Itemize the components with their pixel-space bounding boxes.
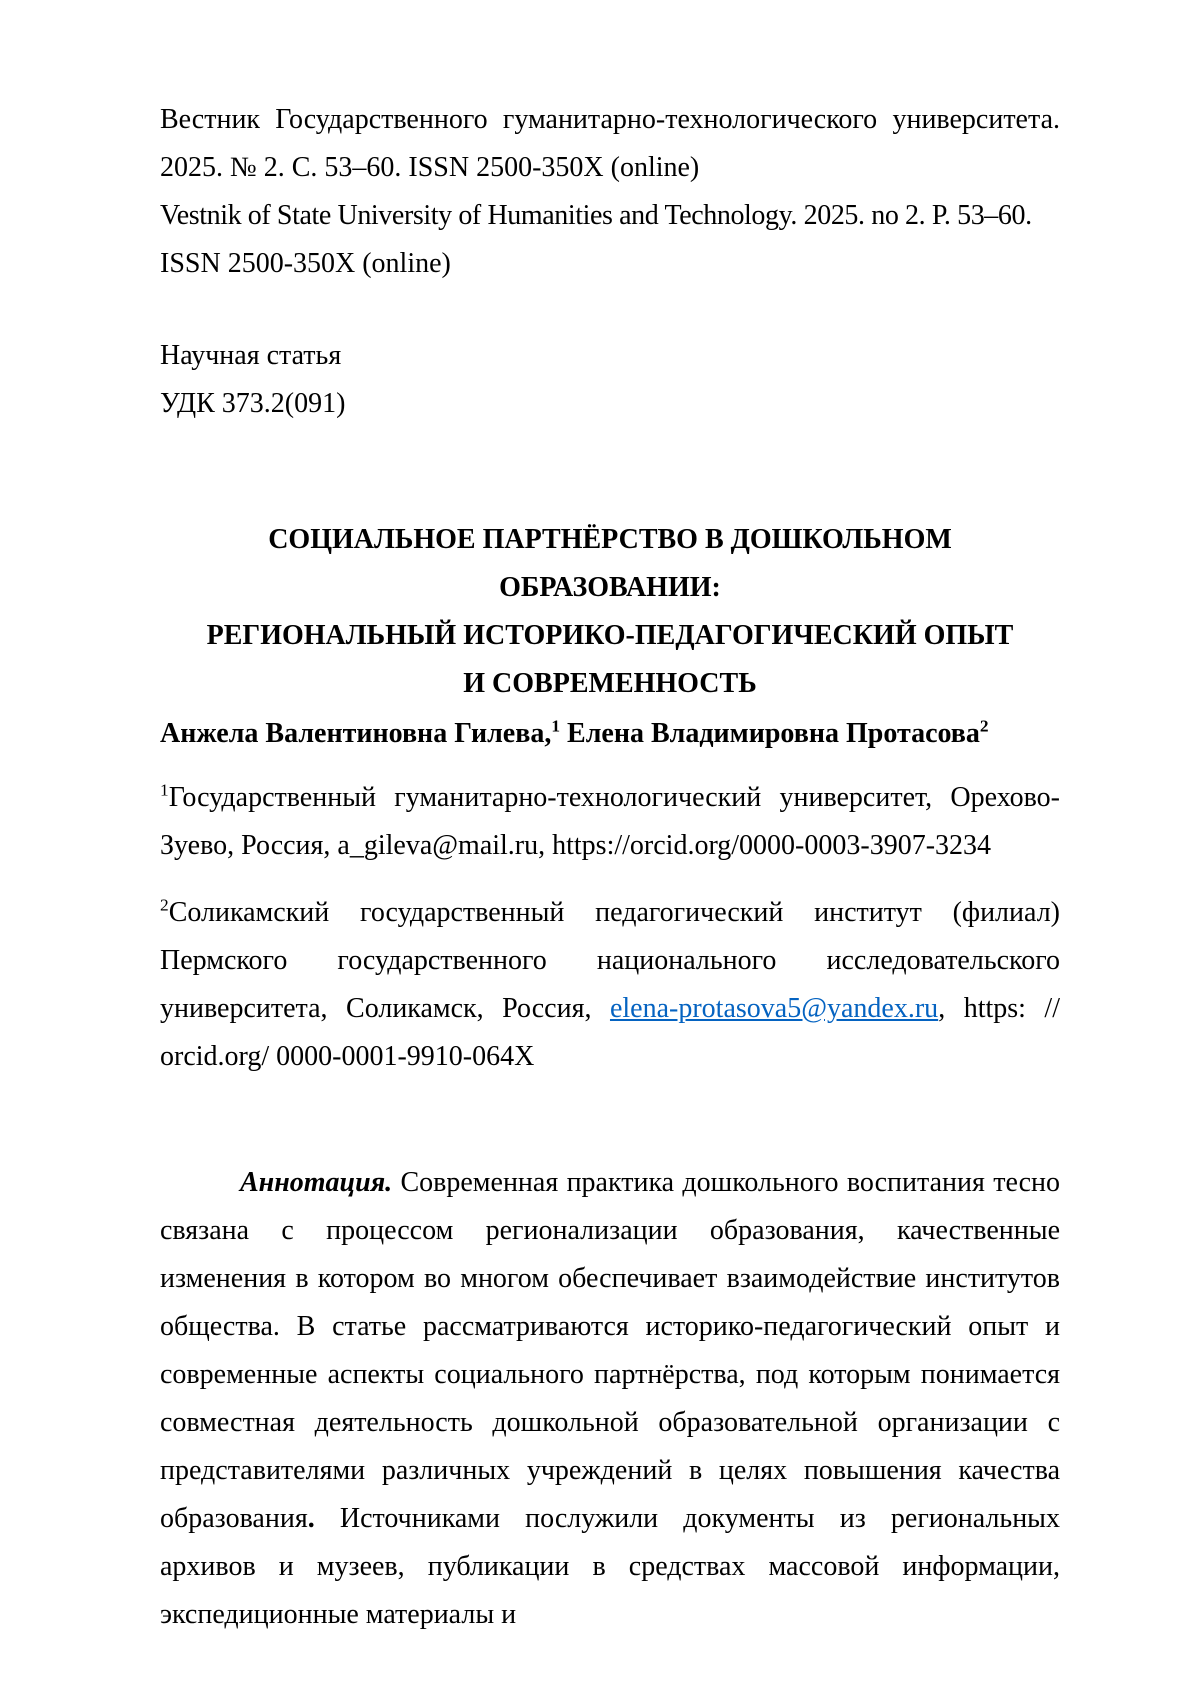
journal-header-ru-line2: 2025. № 2. С. 53–60. ISSN 2500-350X (online) (160, 152, 700, 183)
author-2-name: Елена Владимировна Протасова (560, 718, 980, 749)
article-title-line: И СОВРЕМЕННОСТЬ (463, 668, 757, 699)
author-1-superscript: 1 (551, 716, 561, 736)
authors-line (160, 710, 1060, 758)
affiliation-2 (160, 889, 1060, 1081)
udc-label: УДК 373.2(091) (160, 388, 346, 419)
journal-header-en (160, 192, 1060, 288)
affiliation-2-text-after: , https: // orcid.org/ 0000-0001-9910-064X (160, 993, 1060, 1072)
article-type-label: Научная статья (160, 340, 342, 371)
email-link[interactable]: elena-protasova5@yandex.ru (609, 993, 939, 1024)
abstract-bold-period: . (307, 1503, 315, 1534)
affiliation-2-superscript: 2 (160, 895, 169, 915)
author-2-superscript: 2 (979, 716, 989, 736)
affiliation-1-text: Государственный гуманитарно-технологический университет, Орехово-Зуево, Россия, a_gileva@mail.ru, https://orcid.org/0000-0003-3907-3234 (160, 782, 1060, 861)
affiliation-2-text-before: Соликамский государственный педагогический институт (филиал) Пермского государственного национального исследовательского университета, Соликамск, Россия, (160, 897, 1060, 1024)
abstract-text-part1: Современная практика дошкольного воспитания тесно связана с процессом регионализации образования, качественные изменения в котором во многом обеспечивает взаимодействие институтов общества. В статье рассматриваются историко-педагогический опыт и современные аспекты социального партнёрства, под которым понимается совместная деятельность дошкольной образовательной организации с представителями различных учреждений в целях повышения качества образования (160, 1167, 1060, 1534)
article-title-line: РЕГИОНАЛЬНЫЙ ИСТОРИКО-ПЕДАГОГИЧЕСКИЙ ОПЫТ (206, 620, 1014, 651)
abstract-text-part2: Источниками послужили документы из региональных архивов и музеев, публикации в средствах массовой информации, экспедиционные материалы и (160, 1503, 1060, 1630)
abstract-label: Аннотация. (240, 1167, 393, 1198)
abstract-paragraph (160, 1159, 1060, 1639)
journal-header-ru (160, 96, 1060, 192)
journal-header-en-line2: ISSN 2500-350X (online) (160, 248, 451, 279)
journal-header-ru-line1: Вестник Государственного гуманитарно-технологического университета. (160, 104, 1060, 135)
article-title-line: СОЦИАЛЬНОЕ ПАРТНЁРСТВО В ДОШКОЛЬНОМ ОБРАЗОВАНИИ: (268, 524, 952, 603)
author-1-name: Анжела Валентиновна Гилева, (160, 718, 552, 749)
article-title (160, 516, 1060, 708)
affiliation-1 (160, 774, 1060, 870)
affiliation-1-superscript: 1 (160, 780, 169, 800)
journal-header-en-line1: Vestnik of State University of Humanities and Technology. 2025. no 2. P. 53–60. (160, 200, 1032, 231)
